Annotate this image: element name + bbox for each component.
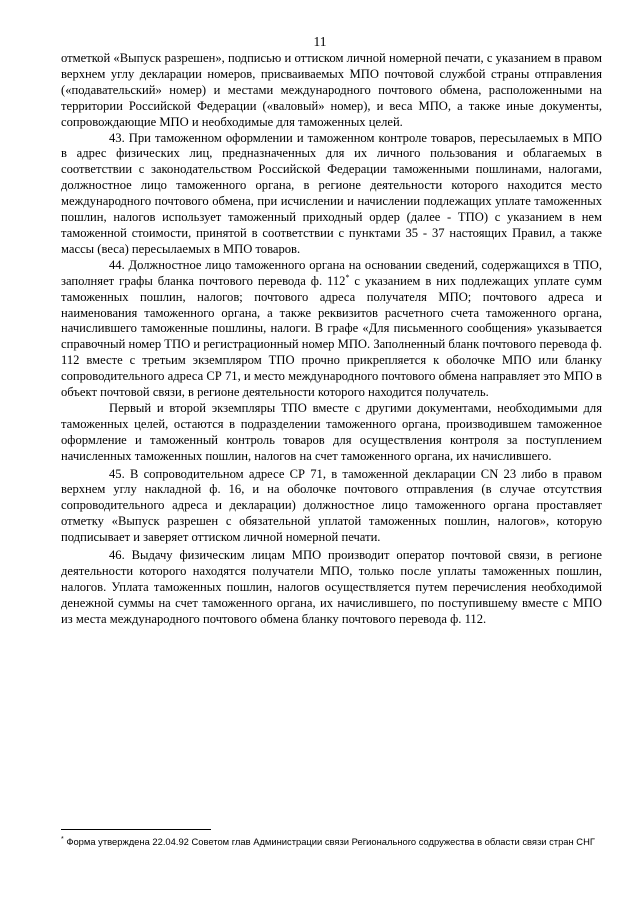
footnote-text: Форма утверждена 22.04.92 Советом глав Администрации связи Регионального содружества в области связи стран СНГ [63, 836, 595, 847]
footnote-reference-mark: * [345, 272, 350, 282]
paragraph-44-text-end: с указанием в них подлежащих уплате сумм таможенных пошлин, налогов; почтового адреса получателя МПО; почтового адреса и наименования таможенного органа, а также реквизитов расчетного счета таможенного органа, начислившего таможенные пошлины, налоги. В графе «Для письменного сообщения» указывается справочный номер ТПО и регистрационный номер МПО. Заполненный бланк почтового перевода ф. 112 вместе с третьим экземпляром ТПО прочно прикрепляется к оболочке МПО или бланку сопроводительного адреса СР 71, и место международного почтового обмена направляет это МПО в объект почтовой связи, в регионе деятельности которого находится получатель. [61, 273, 602, 400]
paragraph-43: 43. При таможенном оформлении и таможенном контроле товаров, пересылаемых в МПО в адрес физических лиц, предназначенных для их личного пользования и облагаемых в соответствии с законодательством Российской Федерации таможенными пошлинами, налогами, должностное лицо таможенного органа, в регионе деятельности которого находится место международного почтового обмена, при исчислении и начислении подлежащих уплате таможенных пошлин, налогов использует таможенный приходный ордер (далее - ТПО) с указанием в нем таможенной стоимости, принятой в соответствии с пунктами 35 - 37 настоящих Правил, а также массы (веса) пересылаемых в МПО товаров. [61, 130, 602, 256]
paragraph-44-text-start: 44. Должностное лицо таможенного органа на основании сведений, содержащихся в ТПО, заполняет графы бланка почтового перевода ф. 112 [61, 257, 602, 288]
page-number: 11 [313, 34, 327, 49]
paragraph-46: 46. Выдачу физическим лицам МПО производит оператор почтовой связи, в регионе деятельности которого находятся получатели МПО, только после уплаты таможенных пошлин, налогов. Уплата таможенных пошлин, налогов осуществляется путем перечисления необходимой денежной суммы на счет таможенного органа, их начислившего, по поступившему вместе с МПО из места международного почтового обмена бланку почтового перевода ф. 112. [61, 548, 602, 626]
paragraph-44 [61, 258, 602, 401]
paragraph-44-continued: Первый и второй экземпляры ТПО вместе с другими документами, необходимыми для таможенных целей, остаются в подразделении таможенного органа, производившем таможенное оформление и таможенный контроль товаров для осуществления контроля за поступлением начисленных таможенных пошлин, налогов на счет таможенного органа, их начислившего. [61, 400, 602, 463]
document-body [61, 51, 602, 628]
footnote [61, 836, 602, 848]
paragraph-continuation: отметкой «Выпуск разрешен», подписью и оттиском личной номерной печати, с указанием в правом верхнем углу декларации номеров, присваиваемых МПО почтовой службой страны отправления («подавательский» номер) и местами международного почтового обмена, расположенными на территории Российской Федерации («валовый» номер), и веса МПО, а также иные документы, сопровождающие МПО и необходимые для таможенных целей. [61, 51, 602, 129]
paragraph-45: 45. В сопроводительном адресе СР 71, в таможенной декларации CN 23 либо в правом верхнем углу накладной ф. 16, и на оболочке почтового отправления (в случае отсутствия сопроводительного адреса и декларации) должностное лицо таможенного органа проставляет отметку «Выпуск разрешен с обязательной уплатой таможенных пошлин, налогов», которую подписывает и заверяет оттиском личной номерной печати. [61, 466, 602, 545]
footnote-mark: * [61, 835, 64, 843]
footnote-divider [61, 829, 211, 830]
